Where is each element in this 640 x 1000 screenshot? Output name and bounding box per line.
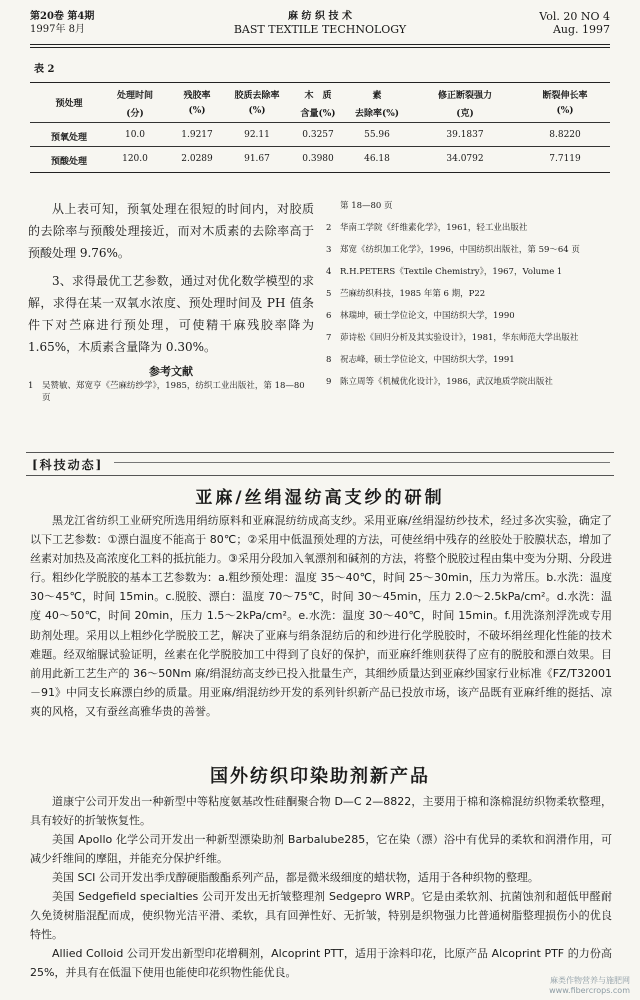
reference-item [326,332,616,344]
reference-text: 华南工学院《纤维素化学》，1961，轻工业出版社 [340,223,528,233]
watermark-site-name: 麻类作物营养与施肥网 [550,976,630,985]
table-cell: 10.0 [124,130,146,140]
reference-item [326,376,616,388]
reference-text: 林瑞坤，硕士学位论文，中国纺织大学，1990 [340,311,515,321]
date-en: Aug. 1997 [552,23,610,36]
body-paragraph: 3、求得最优工艺参数，通过对优化数学模型的求解，求得在某一双氧水浓度、预处理时间及 PH 值条件下对苎麻进行预处理，可使精干麻残胶率降为 1.65%，木质素含量降为 0.30%。 [28,274,314,354]
reference-number: 9 [326,377,332,387]
table-header-lignin-content: 含量(%) [300,109,336,119]
table-header-time: 处理时间 [116,91,153,101]
article-paragraph: Allied Colloid 公司开发出新型印花增稠剂，Alcoprint PTT，适用于涂料印花，比原产品 Alcoprint PTF 的力份高 25%，并具有在低温下使用也能使印花织物性能优良。 [30,947,612,979]
table-header-lignin-b: 素 [372,91,382,101]
article-paragraph: 美国 Apollo 化学公司开发出一种新型漂染助剂 Barbalube285，它在染（漂）浴中有优异的柔软和润滑作用，可减少纤维间的摩阻，并能充分保护纤维。 [30,833,612,865]
banner-divider [114,462,610,463]
reference-continuation: 第 18—80 页 [340,201,393,211]
table-header-gum-residue: 残胶率 [183,91,211,101]
table-cell: 92.11 [244,130,270,140]
journal-title-cn: 麻 纺 织 技 术 [288,11,352,22]
table-mid-rule [30,122,610,123]
article-body [30,792,612,982]
header-rule-thin [30,47,610,48]
table-header-lignin-removal: 去除率(%) [354,109,400,119]
table-header-elongation: 断裂伸长率 [542,91,588,101]
reference-item [326,354,616,366]
reference-text: 祝志峰，硕士学位论文，中国纺织大学，1991 [340,355,515,365]
table-header-strength: 修正断裂强力 [437,91,492,101]
table-header-lignin-a: 木 质 [304,91,332,101]
reference-text: 吴赞敏、郑宽亨《苎麻纺纱学》，1985，纺织工业出版社，第 18—80 页 [42,381,305,403]
table-caption: 表 2 [34,64,55,75]
header-right [539,10,610,36]
reference-text: 郑宽《纺织加工化学》，1996，中国纺织出版社，第 59～64 页 [340,245,580,255]
reference-item [326,310,616,322]
reference-item [326,200,616,212]
table-top-rule [30,82,610,83]
volume-issue-cn: 第20卷 第4期 [30,11,95,22]
table-header-time-unit: (分) [126,109,144,119]
table-cell: 预酸处理 [50,157,87,167]
watermark-url: www.fibercrops.com [549,986,630,995]
reference-number: 6 [326,311,332,321]
table-cell: 39.1837 [446,130,484,140]
table-cell: 120.0 [122,154,148,164]
table-header-pretreatment: 预处理 [55,99,83,109]
table-bottom-rule [30,172,610,173]
journal-title-en: BAST TEXTILE TECHNOLOGY [233,23,407,36]
reference-text: 苎麻纺织科技，1985 年第 6 期，P22 [340,289,486,299]
article-paragraph: 美国 Sedgefield specialties 公司开发出无折皱整理剂 Sedgepro WRP。它是由柔软剂、抗菌蚀剂和超低甲醛耐久免烫树脂混配而成，使织物光洁平滑、柔软，具有回弹性好、无折皱，特别是织物强力比普通树脂整理损伤小的优良特性。 [30,890,612,941]
reference-number: 1 [28,381,34,391]
article-body: 黑龙江省纺织工业研究所选用绢纺原料和亚麻混纺纺成高支纱。采用亚麻/丝绢湿纺纱技术，经过多次实验，确定了以下工艺参数：①漂白温度不能高于 80℃；②采用中低温预处理的方法，可使丝绢中残存的丝胶处于胶膜状态，增加了丝素对加热及高浓度化工料的抵抗能力。③采用分段加入氧漂剂和碱剂的方法，将整个脱胶过程由集中变为分期、分段进行。粗纱化学脱胶的基本工艺参数为：a.粗纱预处理：温度 35～40℃，时间 25～30min，压力为常压。b.水洗：温度 30～45℃，时间 15min。c.脱胶、漂白：温度 70～75℃，时间 30～45min，压力 2.0～2.5kPa/cm²。d.水洗：温度 40～50℃，时间 20min，压力 1.5～2kPa/cm²。e.水洗：温度 30～40℃，时间 15min。f.用洗涤剂浮洗或专用助剂处理。采用以上粗纱化学脱胶工艺，解决了亚麻与绢条混纺后的和纱进行化学脱胶时，不破坏绢丝理化性能的技术难题。经双缩脲试验证明，丝素在化学脱胶加工中得到了良好的保护，而亚麻纤维则获得了应有的脱胶和漂白效果。目前用此新工艺生产的 36～50Nm 麻/绢混纺高支纱已投入批量生产，其细纱质量达到亚麻纱国家行业标准《FZ/T32001－91》中同支长麻漂白纱的质量。用亚麻/绢混纺纱开发的系列针织新产品已投放市场，该产品既有亚麻纤维的挺括、凉爽的风格，又有蚕丝高雅华贵的善誉。 [30,514,612,718]
table-header-elongation-unit: (%) [556,106,574,116]
date-cn: 1997年 8月 [30,24,85,35]
table-cell: 8.8220 [549,130,581,140]
article-paragraph: 美国 SCI 公司开发出季戊醇硬脂酸酯系列产品，都是微米级细度的蜡状物，适用于各种织物的整理。 [52,871,539,884]
reference-text: 茆诗松《回归分析及其实验设计》，1981，华东师范大学出版社 [340,333,579,343]
table-cell: 0.3980 [302,154,334,164]
reference-number: 8 [326,355,332,365]
reference-text: R.H.PETERS《Textile Chemistry》，1967，Volume 1 [340,267,563,277]
section-label: [科技动态] [32,458,104,472]
references-title: 参考文献 [149,365,193,378]
article-paragraph: 道康宁公司开发出一种新型中等粘度氨基改性硅酮聚合物 D—C 2—8822，主要用于棉和涤棉混纺织物柔软整理，具有较好的折皱恢复性。 [30,795,612,827]
reference-text: 陈立周等《机械优化设计》，1986，武汉地质学院出版社 [340,377,553,387]
reference-number: 7 [326,333,332,343]
left-column [28,198,314,403]
body-paragraph: 从上表可知，预氧处理在很短的时间内，对胶质的去除率与预酸处理接近，而对木质素的去除率高于预酸处理 9.76%。 [28,202,314,260]
table-header-gum-residue-unit: (%) [188,106,206,116]
table-cell: 46.18 [364,154,390,164]
header-center [30,10,610,36]
article-title: 国外纺织印染助剂新产品 [210,766,430,787]
reference-item [326,266,616,278]
reference-number: 5 [326,289,332,299]
article-title: 亚麻/丝绢湿纺高支纱的研制 [195,488,445,508]
table-header-gum-removal: 胶质去除率 [234,91,280,101]
table-header-gum-removal-unit: (%) [248,106,266,116]
right-column-references [326,200,616,398]
table-cell: 91.67 [244,154,270,164]
table-cell: 预氧处理 [50,133,87,143]
table-cell: 7.7119 [549,154,581,164]
reference-number: 2 [326,223,332,233]
watermark [549,976,630,996]
table-header-strength-unit: (克) [456,109,474,119]
section-banner [26,452,614,476]
reference-item [326,244,616,256]
table-cell: 55.96 [364,130,390,140]
volume-issue-en: Vol. 20 NO 4 [539,10,610,23]
table-cell: 0.3257 [302,130,334,140]
header-rule [30,44,610,45]
page-header [30,10,610,40]
table-cell: 34.0792 [446,154,484,164]
reference-item [28,380,314,403]
reference-number: 4 [326,267,332,277]
reference-item [326,222,616,234]
reference-item [326,288,616,300]
table-row-rule [30,146,610,147]
reference-number: 3 [326,245,332,255]
table-cell: 2.0289 [181,154,213,164]
table-cell: 1.9217 [181,130,213,140]
